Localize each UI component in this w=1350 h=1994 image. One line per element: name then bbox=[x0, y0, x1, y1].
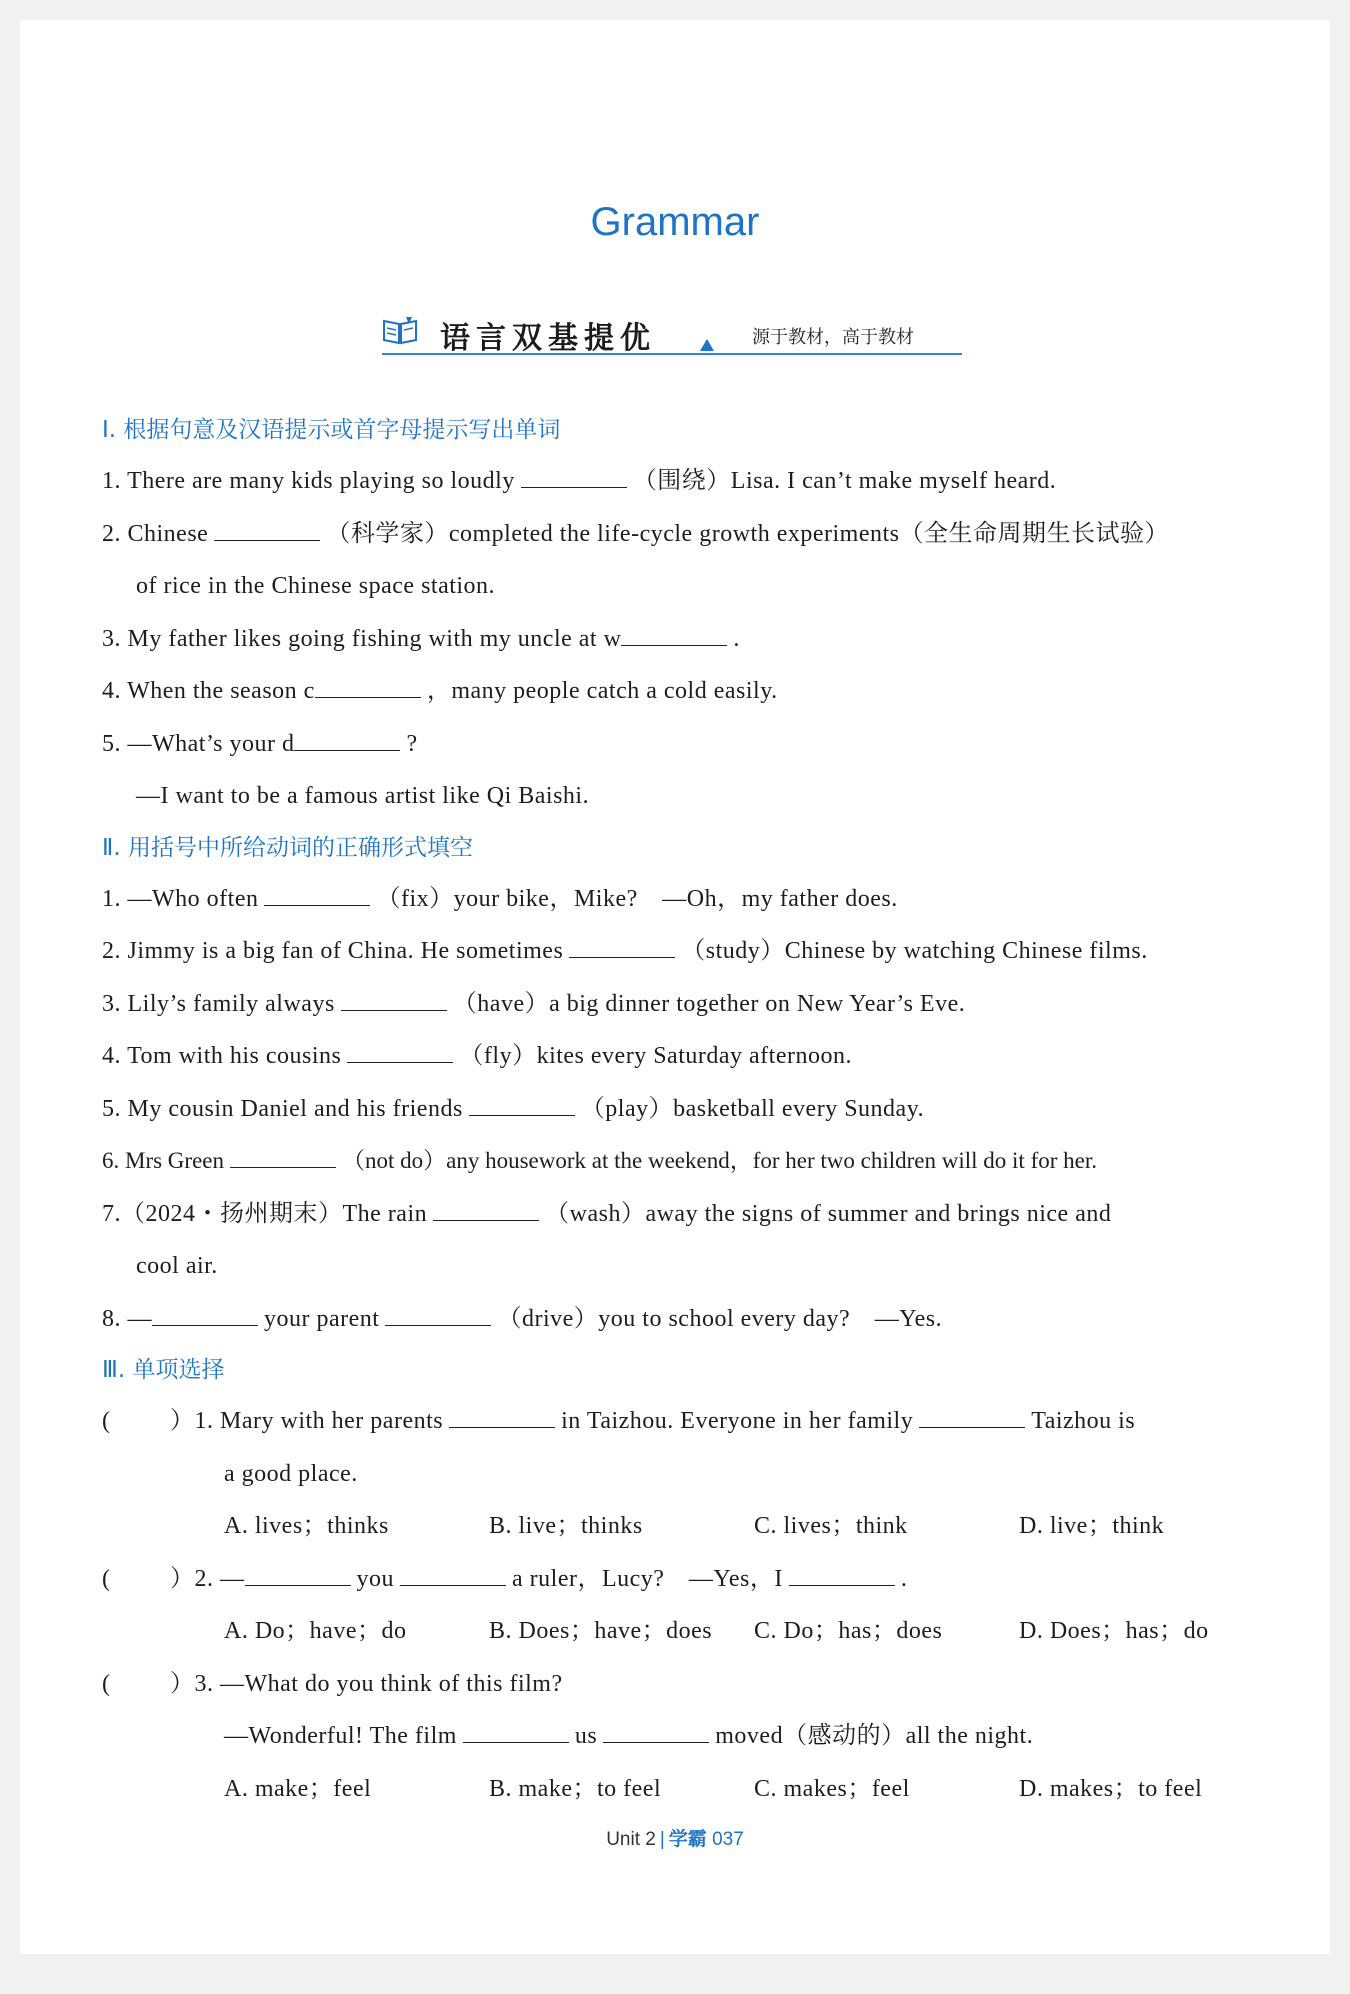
option-c[interactable]: C. Do；has；does bbox=[754, 1618, 943, 1644]
section-heading: Ⅲ. 单项选择 bbox=[102, 1357, 225, 1383]
answer-blank[interactable] bbox=[385, 1307, 491, 1326]
banner-subtitle: 源于教材，高于教材 bbox=[752, 327, 914, 348]
answer-blank[interactable] bbox=[264, 887, 370, 906]
answer-blank[interactable] bbox=[230, 1149, 336, 1168]
answer-blank[interactable] bbox=[449, 1409, 555, 1428]
option-a[interactable]: A. lives；thinks bbox=[224, 1513, 389, 1539]
worksheet-page bbox=[20, 20, 1330, 1954]
section-banner bbox=[382, 305, 962, 355]
banner-title: 语言双基提优 bbox=[440, 321, 656, 356]
answer-blank[interactable] bbox=[347, 1044, 453, 1063]
answer-blank[interactable] bbox=[621, 627, 727, 646]
question-line: 7.（2024・扬州期末）The rain （wash）away the signs of summer and brings nice and bbox=[102, 1200, 1112, 1227]
page-footer bbox=[20, 1824, 1330, 1851]
question-line: 1. There are many kids playing so loudly （围绕）Lisa. I can’t make myself heard. bbox=[102, 468, 1057, 494]
question-line: —I want to be a famous artist like Qi Baishi. bbox=[136, 783, 590, 809]
option-d[interactable]: D. Does；has；do bbox=[1019, 1618, 1209, 1644]
choice-question: ( ）3. —What do you think of this film? bbox=[102, 1658, 1292, 1711]
answer-blank[interactable] bbox=[315, 679, 421, 698]
answer-blank[interactable] bbox=[294, 732, 400, 751]
question-line: 2. Jimmy is a big fan of China. He sometimes （study）Chinese by watching Chinese films. bbox=[102, 938, 1148, 964]
question-line: of rice in the Chinese space station. bbox=[136, 573, 496, 599]
answer-blank[interactable] bbox=[245, 1567, 351, 1586]
options-row bbox=[102, 1605, 1292, 1658]
footer-separator: | bbox=[659, 1829, 665, 1850]
question-line: cool air. bbox=[136, 1253, 218, 1279]
option-a[interactable]: A. make；feel bbox=[224, 1775, 372, 1802]
answer-blank[interactable] bbox=[214, 522, 320, 541]
option-d[interactable]: D. makes；to feel bbox=[1019, 1775, 1203, 1802]
option-b[interactable]: B. Does；have；does bbox=[489, 1618, 713, 1644]
answer-blank[interactable] bbox=[603, 1724, 709, 1743]
question-line: 8. — your parent （drive）you to school every day? —Yes. bbox=[102, 1305, 943, 1332]
page-title: Grammar bbox=[590, 200, 760, 244]
answer-blank[interactable] bbox=[789, 1567, 895, 1586]
answer-blank[interactable] bbox=[569, 939, 675, 958]
question-line: 5. —What’s your d ? bbox=[102, 730, 418, 757]
question-line: 5. My cousin Daniel and his friends （play）basketball every Sunday. bbox=[102, 1095, 925, 1122]
answer-blank[interactable] bbox=[463, 1724, 569, 1743]
answer-blank[interactable] bbox=[433, 1202, 539, 1221]
answer-blank[interactable] bbox=[469, 1097, 575, 1116]
option-c[interactable]: C. lives；think bbox=[754, 1513, 908, 1539]
choice-question: ( ）2. — you a ruler，Lucy? —Yes，I . bbox=[102, 1553, 1292, 1606]
option-b[interactable]: B. live；thinks bbox=[489, 1513, 643, 1539]
answer-blank[interactable] bbox=[341, 992, 447, 1011]
question-line: 3. My father likes going fishing with my uncle at w . bbox=[102, 625, 740, 652]
options-row bbox=[102, 1500, 1292, 1553]
question-line: 1. —Who often （fix）your bike，Mike? —Oh，my father does. bbox=[102, 885, 898, 912]
option-a[interactable]: A. Do；have；do bbox=[224, 1618, 407, 1644]
footer-brand: 学霸 bbox=[668, 1828, 707, 1850]
question-line: 2. Chinese （科学家）completed the life-cycle growth experiments（全生命周期生长试验） bbox=[102, 520, 1169, 547]
option-d[interactable]: D. live；think bbox=[1019, 1513, 1165, 1539]
answer-paren[interactable]: ( bbox=[102, 1670, 111, 1697]
answer-blank[interactable] bbox=[152, 1307, 258, 1326]
option-b[interactable]: B. make；to feel bbox=[489, 1775, 662, 1802]
question-line: 4. When the season c ，many people catch a cold easily. bbox=[102, 678, 778, 704]
book-icon bbox=[382, 315, 418, 345]
answer-blank[interactable] bbox=[400, 1567, 506, 1586]
question-line: 4. Tom with his cousins （fly）kites every Saturday afternoon. bbox=[102, 1043, 852, 1069]
page-number: 037 bbox=[712, 1829, 744, 1850]
triangle-icon bbox=[700, 339, 714, 351]
section-heading: Ⅰ. 根据句意及汉语提示或首字母提示写出单词 bbox=[102, 417, 561, 443]
question-line: —Wonderful! The film us moved（感动的）all the night. bbox=[224, 1723, 1034, 1749]
answer-paren[interactable]: ( bbox=[102, 1408, 111, 1434]
question-line: 6. Mrs Green （not do）any housework at the weekend，for her two children will do it for her. bbox=[102, 1148, 1097, 1173]
answer-blank[interactable] bbox=[919, 1409, 1025, 1428]
exercise-content bbox=[102, 405, 1292, 1815]
section-heading: Ⅱ. 用括号中所给动词的正确形式填空 bbox=[102, 834, 473, 861]
option-c[interactable]: C. makes；feel bbox=[754, 1775, 910, 1802]
question-line: 3. Lily’s family always （have）a big dinner together on New Year’s Eve. bbox=[102, 990, 966, 1017]
options-row bbox=[102, 1763, 1292, 1816]
answer-blank[interactable] bbox=[521, 469, 627, 488]
footer-unit: Unit 2 bbox=[606, 1829, 656, 1850]
choice-question: ( ）1. Mary with her parents in Taizhou. Everyone in her family Taizhou is bbox=[102, 1395, 1292, 1448]
answer-paren[interactable]: ( bbox=[102, 1565, 111, 1592]
question-line: a good place. bbox=[224, 1460, 358, 1487]
